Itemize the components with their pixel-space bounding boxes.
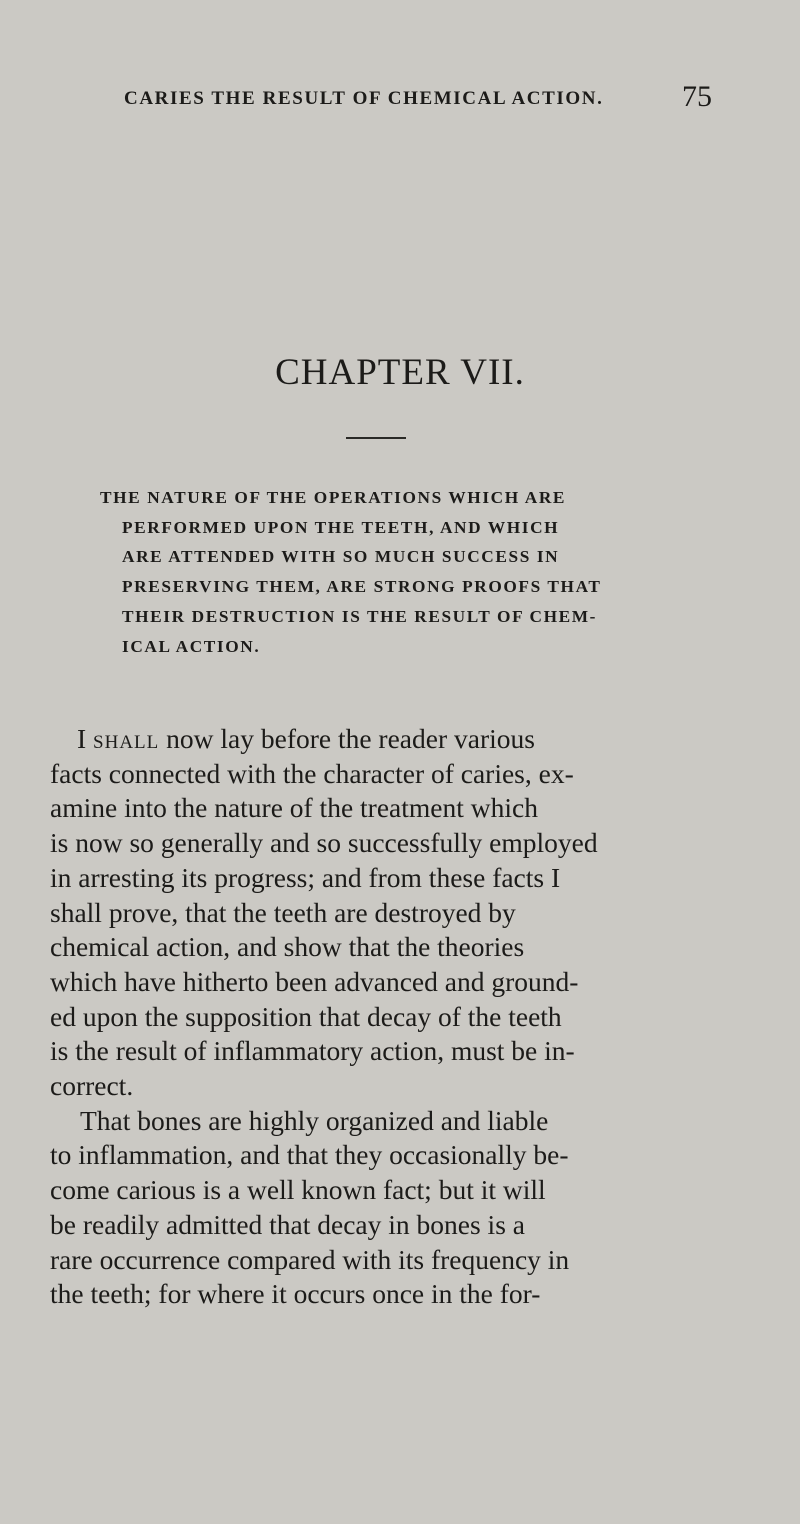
summary-line: THE NATURE OF THE OPERATIONS WHICH ARE <box>100 488 567 507</box>
text-line: the teeth; for where it occurs once in the for- <box>50 1278 541 1310</box>
body-text <box>50 722 750 1312</box>
text-line: be readily admitted that decay in bones is a <box>50 1208 525 1240</box>
chapter-summary <box>100 483 720 661</box>
text-line: ed upon the supposition that decay of the teeth <box>50 1000 562 1032</box>
text-line: to inflammation, and that they occasionally be- <box>50 1139 569 1171</box>
summary-line: PRESERVING THEM, ARE STRONG PROOFS THAT <box>122 577 602 597</box>
running-title: CARIES THE RESULT OF CHEMICAL ACTION. <box>124 88 604 109</box>
smallcaps-lead: shall <box>93 723 160 754</box>
summary-line: THEIR DESTRUCTION IS THE RESULT OF CHEM- <box>122 606 598 626</box>
text-line: shall prove, that the teeth are destroyed by <box>50 896 516 928</box>
first-line-rest: now lay before the reader various <box>166 723 535 754</box>
summary-line: ARE ATTENDED WITH SO MUCH SUCCESS IN <box>122 547 560 567</box>
paragraph-first-line <box>50 722 750 757</box>
text-line: is the result of inflammatory action, must be in- <box>50 1035 575 1067</box>
text-line: come carious is a well known fact; but it will <box>50 1174 546 1206</box>
text-line: facts connected with the character of caries, ex- <box>50 757 574 789</box>
page-number: 75 <box>682 80 712 113</box>
text-line: in arresting its progress; and from these facts I <box>50 861 561 893</box>
text-line: chemical action, and show that the theories <box>50 931 525 963</box>
text-line: rare occurrence compared with its frequency in <box>50 1243 570 1275</box>
chapter-divider-rule <box>346 437 406 439</box>
paragraph-first-line: That bones are highly organized and liable <box>80 1104 549 1136</box>
summary-line: PERFORMED UPON THE TEETH, AND WHICH <box>122 517 560 537</box>
drop-initial: I <box>77 723 87 754</box>
text-line: amine into the nature of the treatment which <box>50 792 538 824</box>
text-line: is now so generally and so successfully employed <box>50 827 598 859</box>
text-line: which have hitherto been advanced and ground- <box>50 965 579 997</box>
chapter-title: CHAPTER VII. <box>275 352 525 393</box>
summary-line: ICAL ACTION. <box>122 636 261 656</box>
text-line: correct. <box>50 1070 134 1102</box>
running-header <box>124 80 712 118</box>
